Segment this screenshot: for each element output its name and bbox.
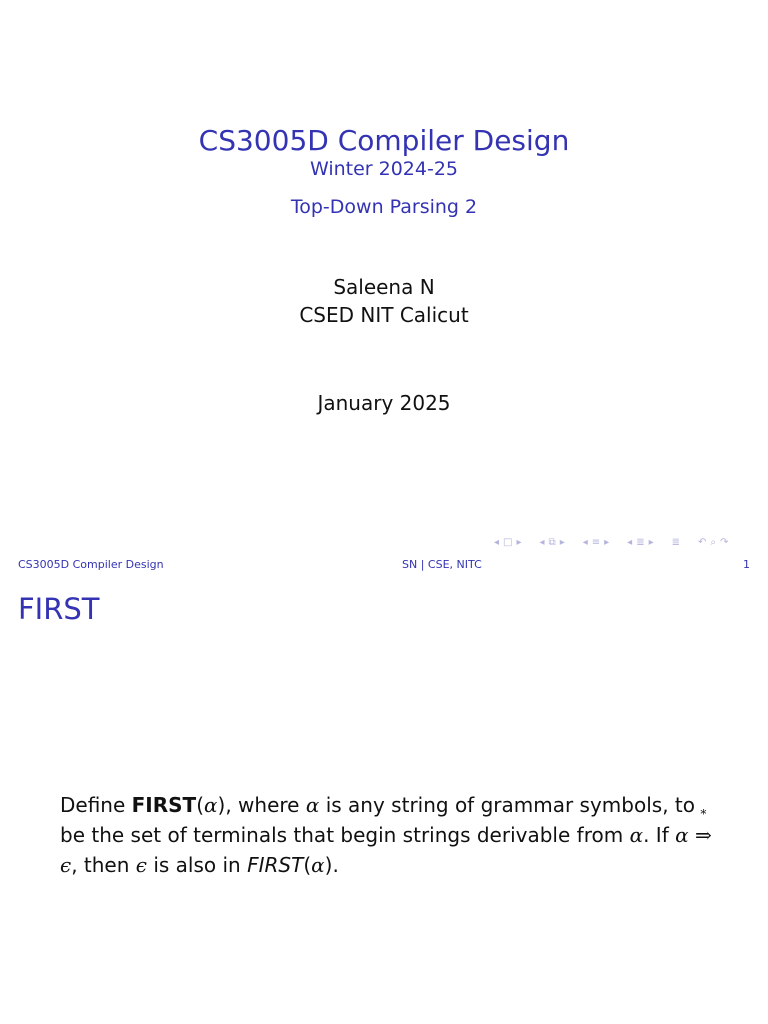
author-institute: CSED NIT Calicut bbox=[299, 303, 469, 327]
definition-text: ). bbox=[324, 853, 339, 877]
outline-icon[interactable]: ≣ bbox=[671, 537, 681, 548]
search-icon[interactable]: ⌕ bbox=[710, 537, 717, 548]
alpha-symbol: α bbox=[675, 823, 689, 847]
beamer-navigation-bar bbox=[494, 536, 728, 550]
nav-next-icon[interactable]: ▸ bbox=[648, 537, 654, 548]
first-slide bbox=[0, 576, 768, 1024]
alpha-symbol: α bbox=[629, 823, 644, 847]
section-icon[interactable]: ≡ bbox=[591, 537, 601, 548]
epsilon-symbol: ϵ bbox=[135, 853, 147, 877]
presentation-date: January 2025 bbox=[317, 391, 451, 415]
presentation-subtitle: Winter 2024-25 bbox=[309, 158, 459, 180]
footer-author: SN | CSE, NITC bbox=[402, 558, 482, 571]
derives-arrow-glyph: ⇒ bbox=[694, 823, 712, 847]
nav-next-icon[interactable]: ▸ bbox=[559, 537, 565, 548]
epsilon-symbol: ϵ bbox=[60, 853, 72, 877]
definition-text: ( bbox=[303, 853, 312, 877]
derives-arrow bbox=[694, 807, 712, 850]
definition-text: ), where bbox=[217, 793, 306, 817]
definition-text: . If bbox=[643, 823, 676, 847]
slide-footer bbox=[0, 557, 768, 573]
nav-prev-icon[interactable]: ◂ bbox=[627, 537, 633, 548]
definition-text: ( bbox=[196, 793, 205, 817]
presentation-title: CS3005D Compiler Design bbox=[198, 124, 570, 157]
frame-title: FIRST bbox=[18, 592, 100, 626]
forward-icon[interactable]: ↷ bbox=[720, 537, 729, 548]
back-icon[interactable]: ↶ bbox=[698, 537, 707, 548]
author-name: Saleena N bbox=[333, 275, 435, 299]
frame-icon[interactable]: □ bbox=[503, 537, 513, 548]
first-italic: FIRST bbox=[247, 853, 304, 877]
nav-next-icon[interactable]: ▸ bbox=[604, 537, 610, 548]
first-definition bbox=[60, 790, 720, 880]
definition-text: , then bbox=[71, 853, 136, 877]
nav-prev-icon[interactable]: ◂ bbox=[494, 537, 500, 548]
outline-icon[interactable]: ≣ bbox=[636, 537, 645, 548]
nav-prev-icon[interactable]: ◂ bbox=[582, 537, 588, 548]
alpha-symbol: α bbox=[305, 793, 320, 817]
derives-star: * bbox=[700, 807, 707, 821]
page-number: 1 bbox=[743, 558, 750, 571]
definition-text: Define bbox=[60, 793, 132, 817]
subsection-icon[interactable]: ⧉ bbox=[548, 537, 556, 548]
alpha-symbol: α bbox=[311, 853, 325, 877]
nav-next-icon[interactable]: ▸ bbox=[516, 537, 522, 548]
alpha-symbol: α bbox=[204, 793, 218, 817]
definition-text: is any string of grammar symbols, to be the set of terminals that begin strings derivable from bbox=[60, 793, 695, 847]
footer-course: CS3005D Compiler Design bbox=[18, 558, 164, 571]
lecture-title: Top-Down Parsing 2 bbox=[290, 196, 478, 218]
definition-text: is also in bbox=[146, 853, 248, 877]
first-bold: FIRST bbox=[131, 793, 197, 817]
nav-prev-icon[interactable]: ◂ bbox=[539, 537, 545, 548]
